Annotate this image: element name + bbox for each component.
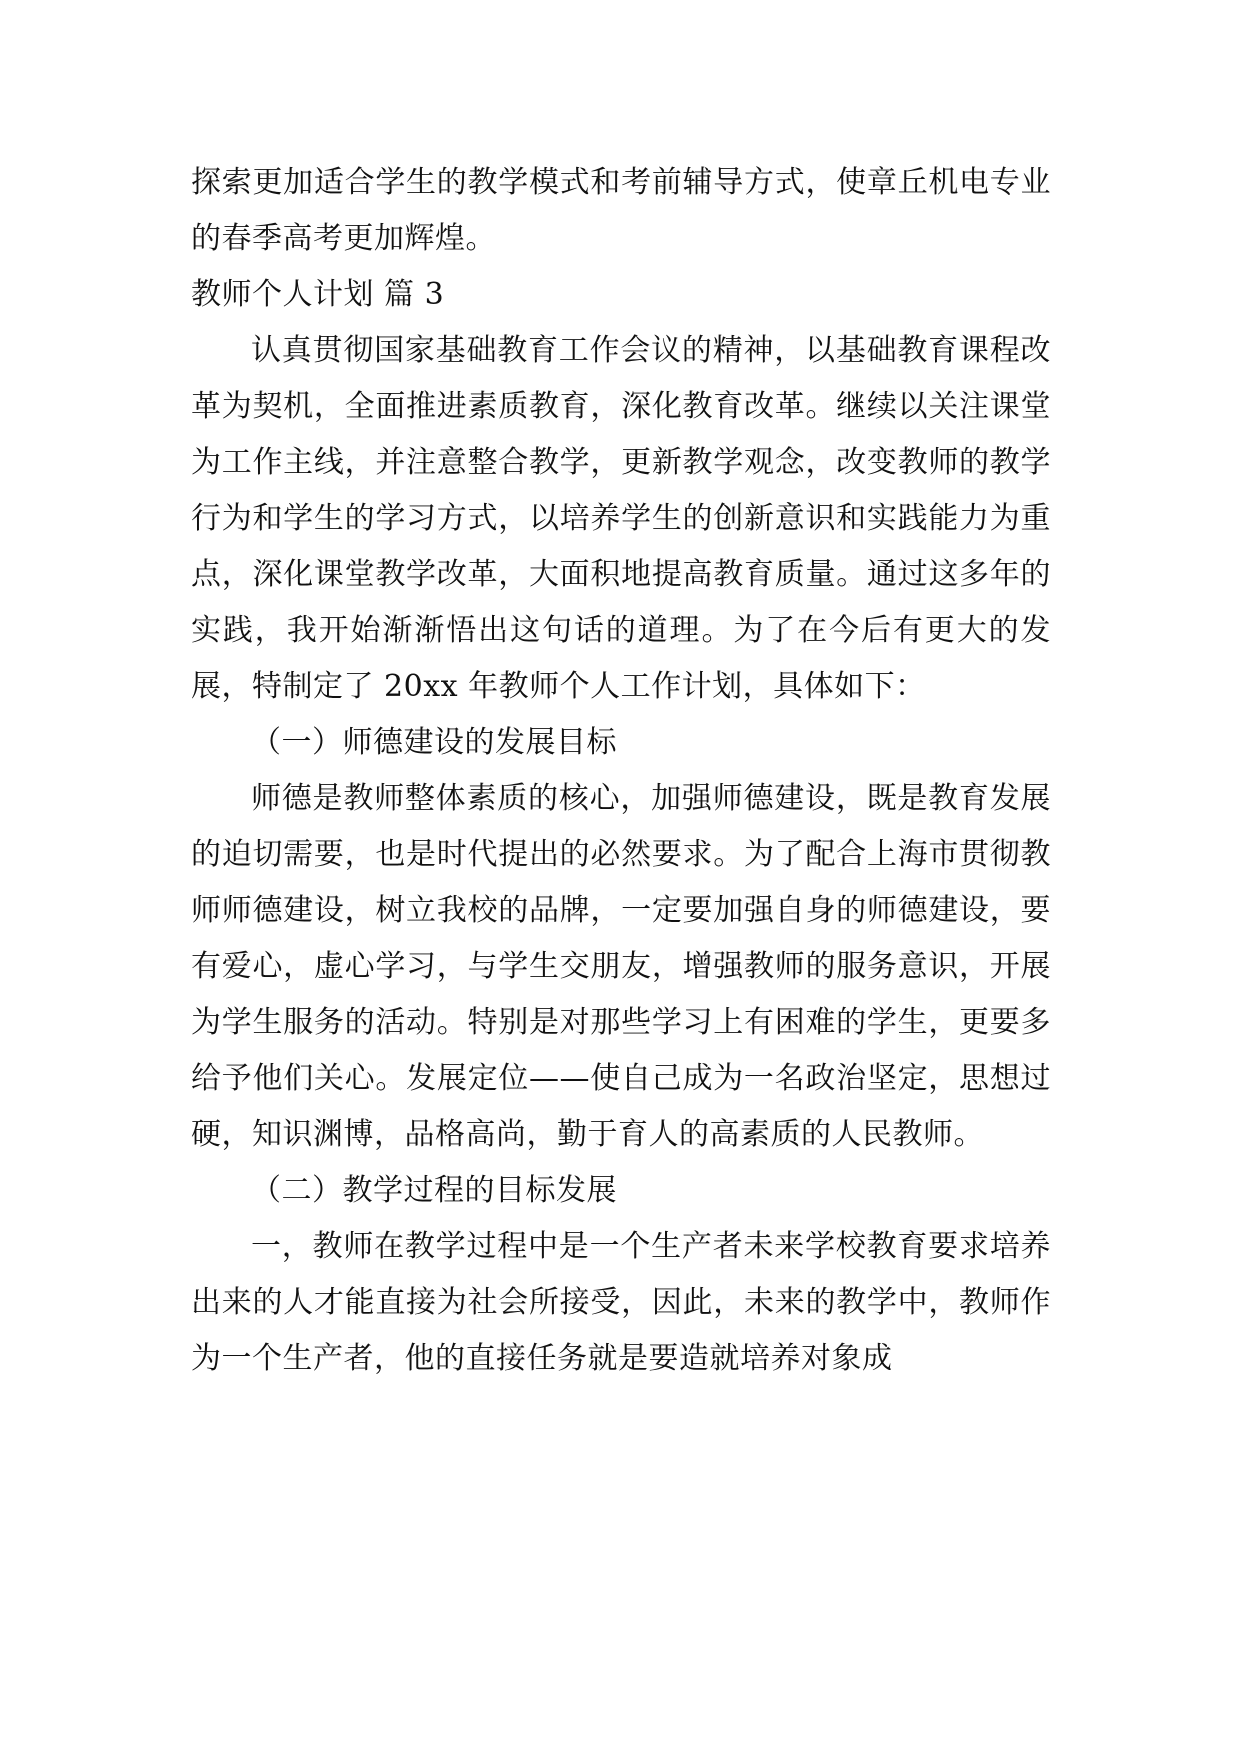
paragraph-teaching-process: 一，教师在教学过程中是一个生产者未来学校教育要求培养出来的人才能直接为社会所接受，因此，未来的教学中，教师作为一个生产者，他的直接任务就是要造就培养对象成 (191, 1229, 1051, 1376)
paragraph-continuation: 探索更加适合学生的教学模式和考前辅导方式，使章丘机电专业的春季高考更加辉煌。 (191, 165, 1051, 256)
paragraph-ethics: 师德是教师整体素质的核心，加强师德建设，既是教育发展的迫切需要，也是时代提出的必然要求。为了配合上海市贯彻教师师德建设，树立我校的品牌，一定要加强自身的师德建设，要有爱心，虚心学习，与学生交朋友，增强教师的服务意识，开展为学生服务的活动。特别是对那些学习上有困难的学生，更要多给予他们关心。发展定位——使自己成为一名政治坚定，思想过硬，知识渊博，品格高尚，勤于育人的高素质的人民教师。 (191, 781, 1051, 1152)
section-title: 教师个人计划 篇 3 (191, 277, 445, 312)
subheading-ethics: （一）师德建设的发展目标 (251, 725, 617, 760)
document-body (191, 155, 1051, 1387)
paragraph-intro: 认真贯彻国家基础教育工作会议的精神，以基础教育课程改革为契机，全面推进素质教育，深化教育改革。继续以关注课堂为工作主线，并注意整合教学，更新教学观念，改变教师的教学行为和学生的学习方式，以培养学生的创新意识和实践能力为重点，深化课堂教学改革，大面积地提高教育质量。通过这多年的实践，我开始渐渐悟出这句话的道理。为了在今后有更大的发展，特制定了 20xx 年教师个人工作计划，具体如下： (191, 333, 1051, 704)
subheading-teaching-process: （二）教学过程的目标发展 (251, 1173, 617, 1208)
